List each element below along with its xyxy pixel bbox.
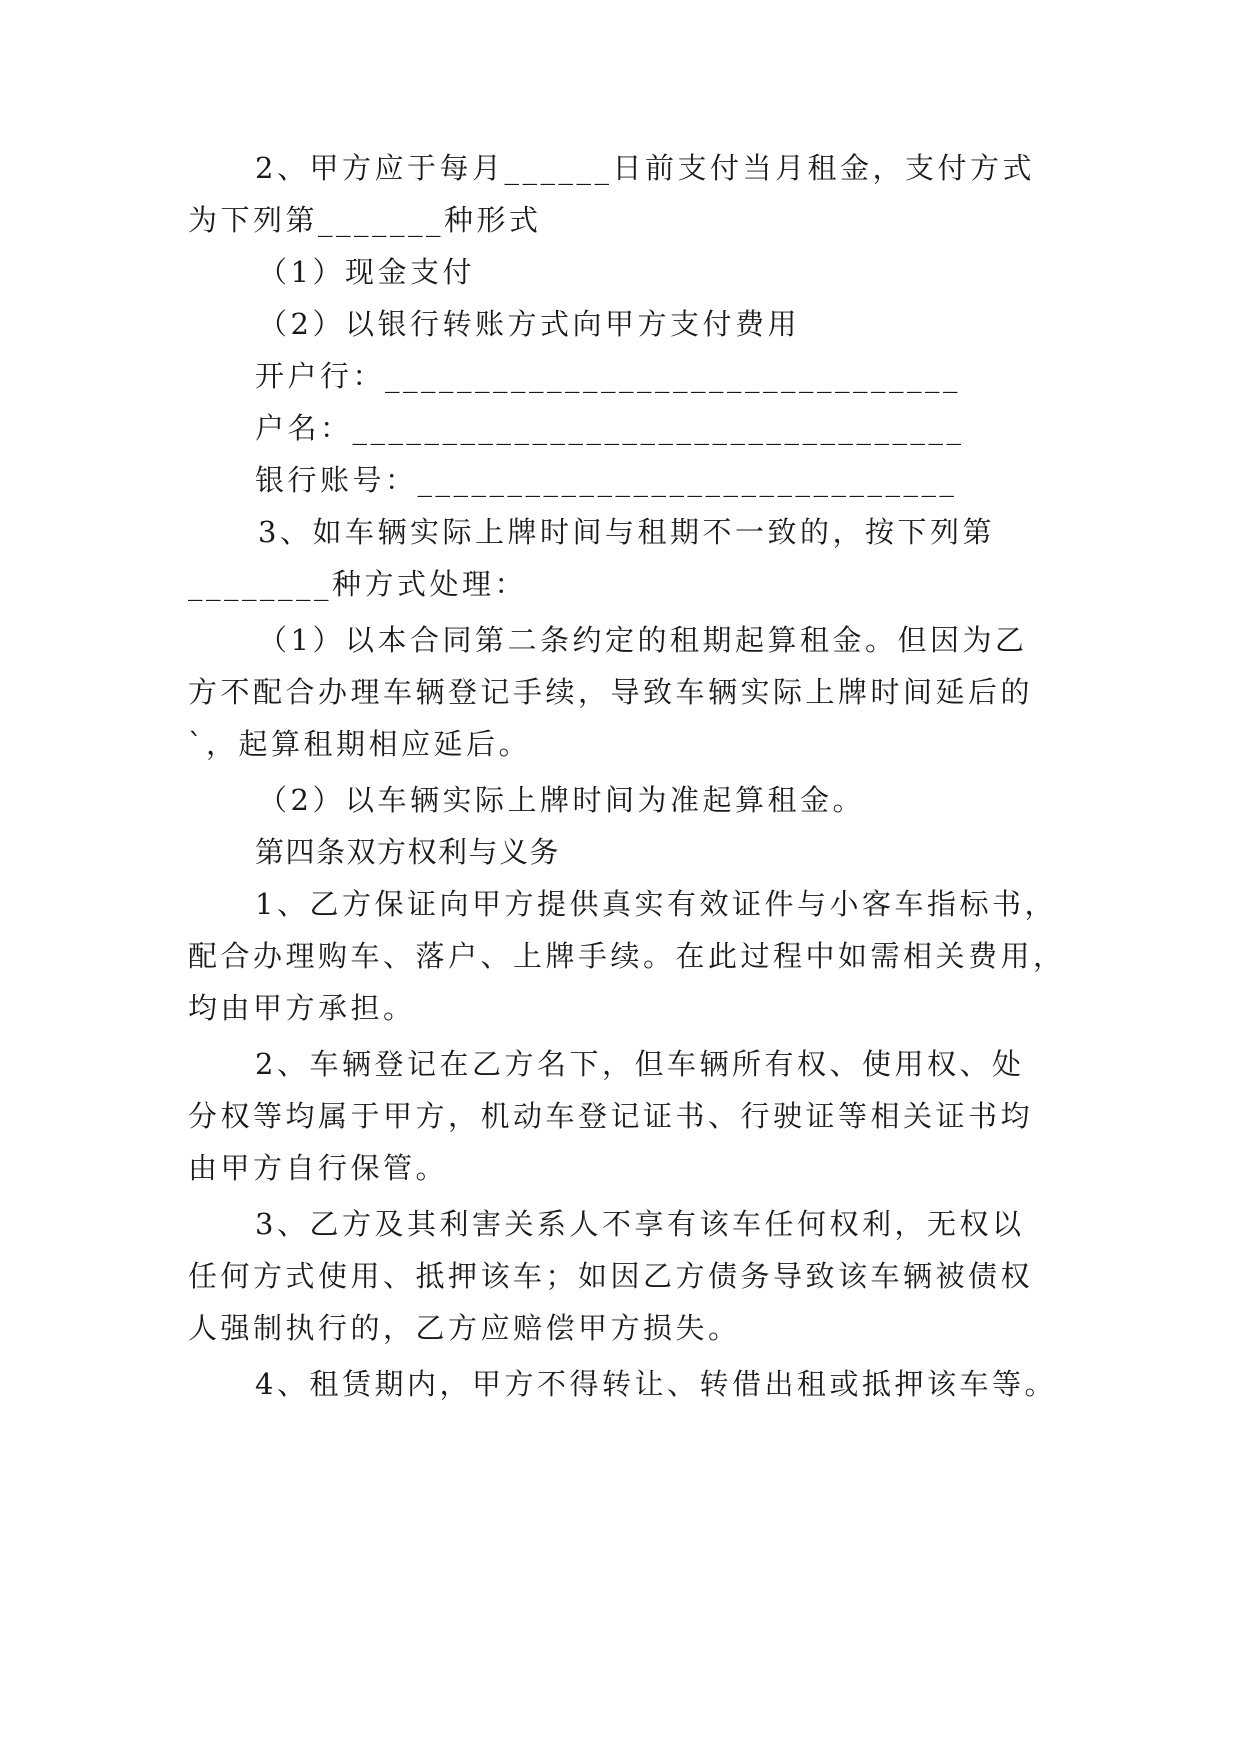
list-item: （1）现金支付 [258,255,475,289]
list-item: （2）以车辆实际上牌时间为准起算租金。 [258,783,865,817]
section-heading: 第四条双方权利与义务 [255,835,561,869]
paragraph-line: 2、车辆登记在乙方名下，但车辆所有权、使用权、处 [255,1047,1025,1081]
form-field-account-name: 户名：__________________________________ [255,411,965,445]
list-item: （1）以本合同第二条约定的租期起算租金。但因为乙 [258,623,1028,657]
paragraph-line: ________种方式处理： [188,567,528,601]
form-field-account-number: 银行账号：______________________________ [255,463,958,497]
list-item: （2）以银行转账方式向甲方支付费用 [258,307,800,341]
paragraph-line: `，起算租期相应延后。 [188,727,532,761]
paragraph-line: 4、租赁期内，甲方不得转让、转借出租或抵押该车等。 [255,1367,1057,1401]
paragraph-line: 为下列第_______种形式 [188,203,542,237]
paragraph-line: 人强制执行的，乙方应赔偿甲方损失。 [188,1311,741,1345]
paragraph-line: 由甲方自行保管。 [188,1151,449,1185]
paragraph-line: 分权等均属于甲方，机动车登记证书、行驶证等相关证书均 [188,1099,1034,1133]
paragraph-line: 3、乙方及其利害关系人不享有该车任何权利，无权以 [255,1207,1025,1241]
paragraph-line: 2、甲方应于每月______日前支付当月租金，支付方式 [255,151,1035,185]
paragraph-line: 1、乙方保证向甲方提供真实有效证件与小客车指标书， [255,887,1057,921]
paragraph-line: 配合办理购车、落户、上牌手续。在此过程中如需相关费用， [188,939,1066,973]
paragraph-line: 任何方式使用、抵押该车；如因乙方债务导致该车辆被债权 [188,1259,1034,1293]
paragraph-line: 方不配合办理车辆登记手续，导致车辆实际上牌时间延后的 [188,675,1034,709]
paragraph-line: 均由甲方承担。 [188,991,416,1025]
paragraph-line: 3、如车辆实际上牌时间与租期不一致的，按下列第 [258,515,995,549]
form-field-bank: 开户行：________________________________ [255,359,962,393]
